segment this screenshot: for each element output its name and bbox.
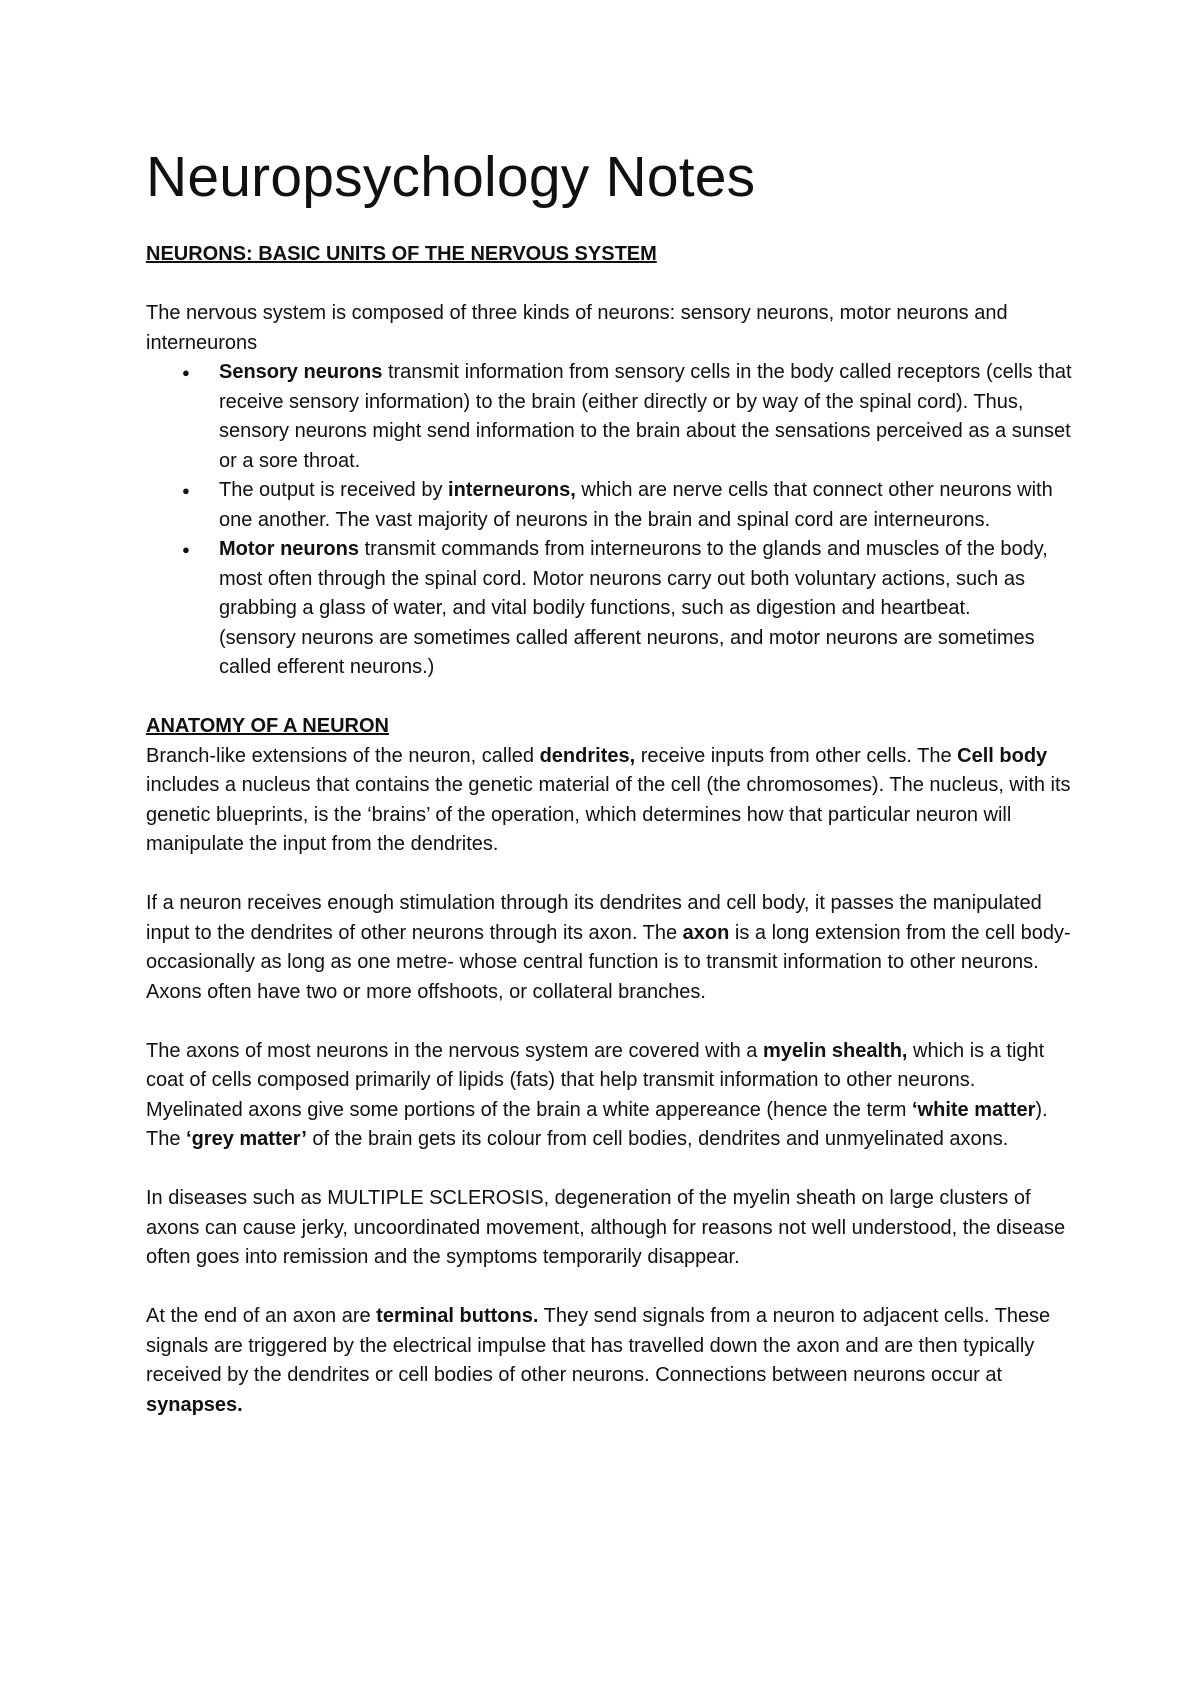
text-run: At the end of an axon are xyxy=(146,1305,377,1327)
term-axon: axon xyxy=(682,921,730,944)
term-myelin-shealth: myelin shealth, xyxy=(762,1039,908,1062)
term-white-matter: ‘white matter xyxy=(912,1098,1036,1121)
list-item-text: The output is received by xyxy=(219,479,449,501)
spacer xyxy=(146,683,1076,713)
list-item-text: which are nerve cells that connect other neurons with one another. The vast majority of neurons in the brain and spinal cord are interneurons. xyxy=(219,479,1053,531)
neuron-types-list xyxy=(146,358,1076,624)
text-run: ). The xyxy=(146,1098,1048,1150)
spacer xyxy=(146,860,1076,890)
text-run: If a neuron receives enough stimulation through its dendrites and cell body, it passes the manipulated input to the dendrites of other neurons through its axon. The xyxy=(146,892,1042,944)
text-run: which is a tight coat of cells composed primarily of lipids (fats) that help transmit information to other neurons. Myelinated axons give some portions of the brain a white appereance (hence the term xyxy=(146,1039,1045,1121)
intro-paragraph: The nervous system is composed of three kinds of neurons: sensory neurons, motor neurons and interneurons xyxy=(146,302,1008,354)
term-synapses: synapses. xyxy=(146,1393,243,1416)
page-title: Neuropsychology Notes xyxy=(146,145,756,209)
term-terminal-buttons: terminal buttons. xyxy=(376,1305,539,1327)
term-grey-matter: ‘grey matter’ xyxy=(186,1128,307,1150)
list-item-sensory xyxy=(146,358,1076,476)
text-run: Branch-like extensions of the neuron, called xyxy=(146,744,540,767)
section-heading-anatomy: ANATOMY OF A NEURON xyxy=(146,715,389,737)
afferent-efferent-note: (sensory neurons are sometimes called afferent neurons, and motor neurons are sometimes called efferent neurons.) xyxy=(219,626,1035,678)
list-item-text: transmit information from sensory cells in the body called receptors (cells that receive sensory information) to the brain (either directly or by way of the spinal cord). Thus, sensory neurons might send information to the brain about the sensations perceived as a sunset or a sore throat. xyxy=(219,361,1072,472)
paragraph-multiple-sclerosis: In diseases such as MULTIPLE SCLEROSIS, degeneration of the myelin sheath on large clusters of axons can cause jerky, uncoordinated movement, although for reasons not well understood, the disease often goes into remission and the symptoms temporarily disappear. xyxy=(146,1187,1066,1268)
spacer xyxy=(146,1273,1076,1303)
text-run: includes a nucleus that contains the genetic material of the cell (the chromosomes). The nucleus, with its genetic blueprints, is the ‘brains’ of the operation, which determines how that particular neuron will manipulate the input from the dendrites. xyxy=(146,774,1071,855)
paragraph-dendrites xyxy=(146,742,1076,860)
text-run: The axons of most neurons in the nervous system are covered with a xyxy=(146,1039,763,1062)
term-motor-neurons: Motor neurons xyxy=(219,538,359,560)
list-item-text: transmit commands from interneurons to the glands and muscles of the body, most often through the spinal cord. Motor neurons carry out both voluntary actions, such as grabbing a glass of water, and vital bodily functions, such as digestion and heartbeat. xyxy=(219,538,1048,619)
text-run: is a long extension from the cell body- occasionally as long as one metre- whose central function is to transmit information to other neurons. Axons often have two or more offshoots, or collateral branches. xyxy=(146,921,1071,1003)
text-run: receive inputs from other cells. The xyxy=(635,744,958,767)
text-run: of the brain gets its colour from cell bodies, dendrites and unmyelinated axons. xyxy=(306,1128,1009,1150)
section-heading-neurons: NEURONS: BASIC UNITS OF THE NERVOUS SYSTEM xyxy=(146,243,657,265)
term-interneurons: interneurons, xyxy=(448,479,576,501)
term-sensory-neurons: Sensory neurons xyxy=(219,361,383,383)
document-body xyxy=(146,240,1076,1420)
spacer xyxy=(146,1155,1076,1185)
spacer xyxy=(146,1007,1076,1037)
term-dendrites: dendrites, xyxy=(539,744,636,767)
paragraph-terminal-buttons xyxy=(146,1302,1076,1420)
list-item-interneurons xyxy=(146,476,1076,535)
text-run: They send signals from a neuron to adjacent cells. These signals are triggered by the electrical impulse that has travelled down the axon and are then typically received by the dendrites or cell bodies of other neurons. Connections between neurons occur at xyxy=(146,1305,1051,1386)
spacer xyxy=(146,270,1076,300)
paragraph-axon xyxy=(146,889,1076,1007)
term-cell-body: Cell body xyxy=(957,744,1048,767)
paragraph-myelin xyxy=(146,1037,1076,1155)
list-item-motor xyxy=(146,535,1076,624)
